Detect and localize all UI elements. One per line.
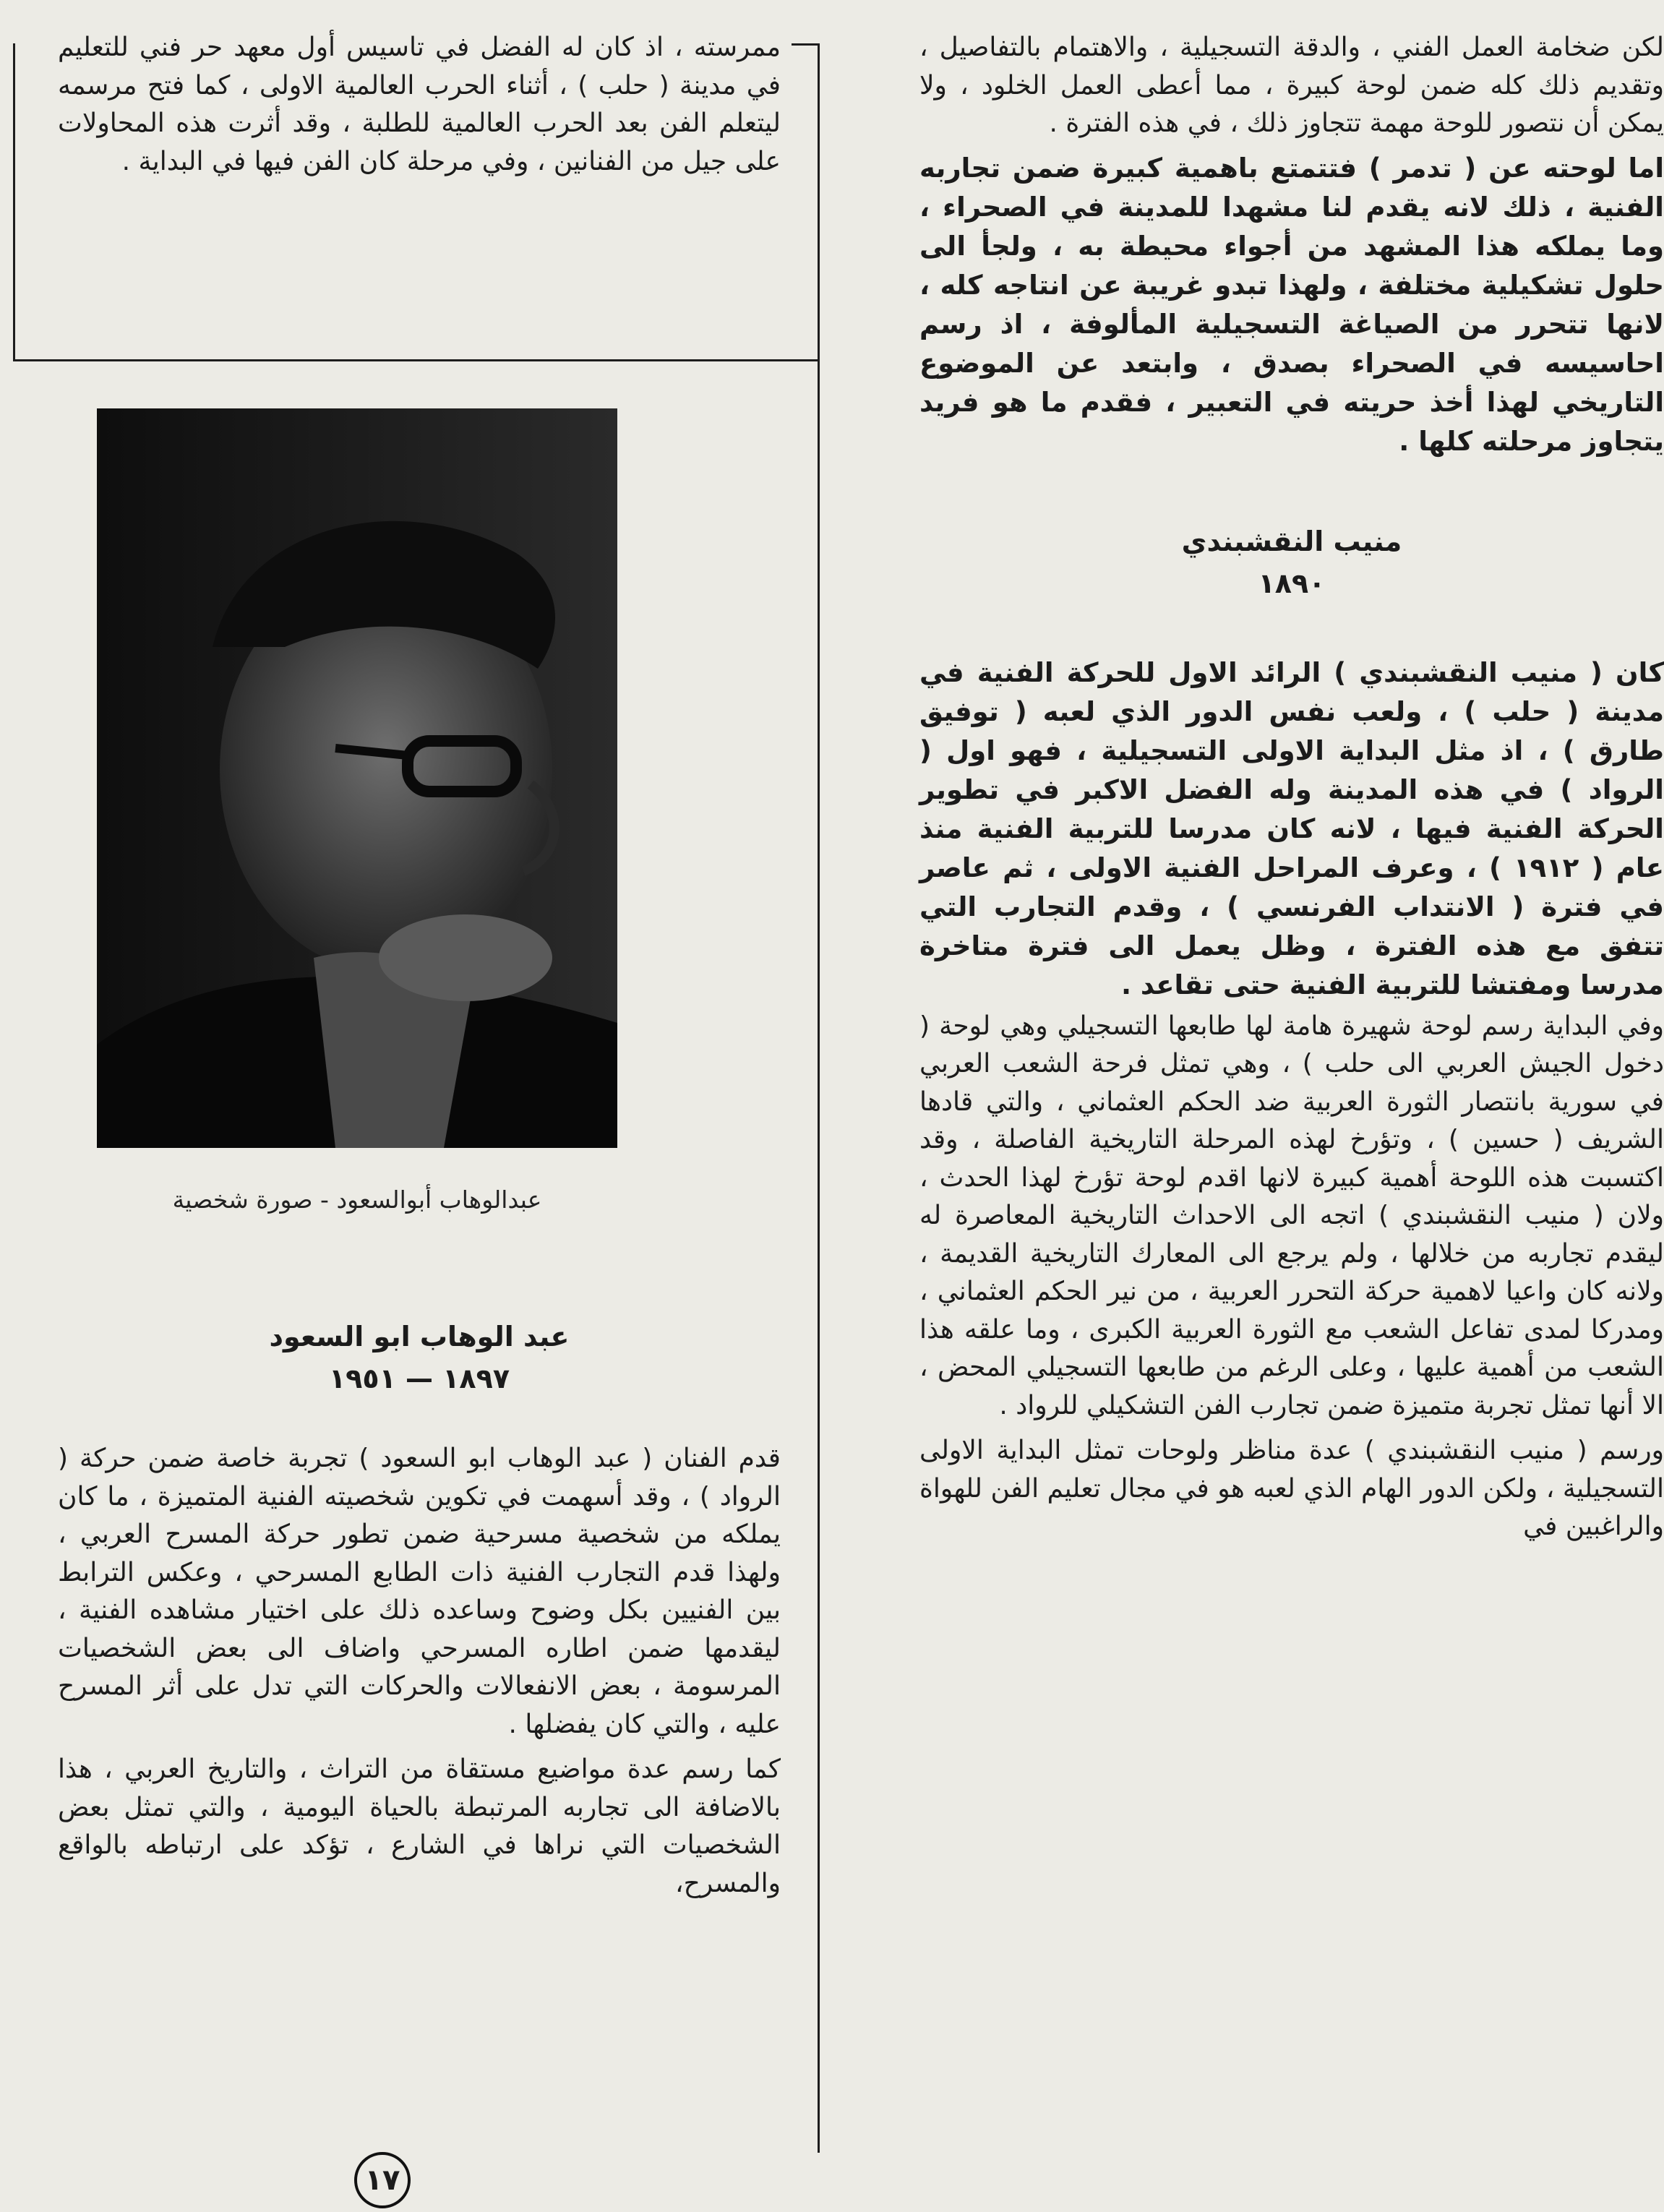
column-divider [818,43,820,2153]
left-column-main [58,1316,781,1903]
section-heading-naqshbandi: منيب النقشبندي [1181,525,1402,557]
box-corner-tick [792,43,818,46]
photo-caption: عبدالوهاب أبوالسعود - صورة شخصية [172,1186,542,1214]
naqshbandi-bio-paragraph: كان ( منيب النقشبندي ) الرائد الاول للحركة الفنية في مدينة ( حلب ) ، ولعب نفس الدور الذي لعبه ( توفيق طارق ) ، اذ مثل البداية الاولى التسجيلية ، فهو اول ( الرواد ) في هذه المدينة وله الفضل الاكبر في تطوير الحركة الفنية فيها ، لانه كان مدرسا للتربية الفنية منذ عام ( ١٩١٢ ) ، وعرف المراحل الفنية الاولى ، ثم عاصر في فترة ( الانتداب الفرنسي ) ، وقدم التجارب التي تتفق مع هذه الفترة ، وظل يعمل الى فترة متاخرة مدرسا ومفتشا للتربية الفنية حتى تقاعد . [919,656,1664,1000]
painting-paragraph: وفي البداية رسم لوحة شهيرة هامة لها طابعها التسجيلي وهي لوحة ( دخول الجيش العربي الى حلب ) ، وهي تمثل فرحة الشعب العربي في سورية بانتصار الثورة العربية ضد الحكم العثماني ، والتي قادها الشريف ( حسين ) ، وتؤرخ لهذه المرحلة التاريخية الفاصلة ، وقد اكتسبت هذه اللوحة أهمية كبيرة لانها اقدم لوحة تؤرخ لهذا الحدث ، ولان ( منيب النقشبندي ) اتجه الى الاحداث التاريخية المعاصرة له ليقدم تجاربه من خلالها ، ولم يرجع الى المعارك التاريخية القديمة ، ولانه كان واعيا لاهمية حركة التحرر العربية ، من نير الحكم العثماني ، ومدركا لمدى تفاعل الشعب مع الثورة العربية الكبرى ، وما علقه هذا الشعب من أهمية عليها ، وعلى الرغم من طابعها التسجيلي المحض ، الا أنها تمثل تجربة متميزة ضمن تجارب الفن التشكيلي للرواد . [919,1011,1664,1420]
tadmur-paragraph: اما لوحته عن ( تدمر ) فتتمتع باهمية كبيرة ضمن تجاربه الفنية ، ذلك لانه يقدم لنا مشهدا للمدينة في الصحراء ، وما يملكه هذا المشهد من أجواء محيطة به ، ولجأ الى حلول تشكيلية مختلفة ، ولهذا تبدو غريبة عن انتاجه كله ، لانها تتحرر من الصياغة التسجيلية المألوفة ، اذ رسم احاسيسه في الصحراء بصدق ، وابتعد عن الموضوع التاريخي لهذا أخذ حريته في التعبير ، فقدم ما هو فريد يتجاوز مرحلته كلها . [919,152,1664,457]
page-number: ١٧ [354,2152,411,2208]
continuation-paragraph: ممرسته ، اذ كان له الفضل في تاسيس أول معهد حر فني للتعليم في مدينة ( حلب ) ، أثناء الحرب العالمية الاولى ، كما فتح مرسمه ليتعلم الفن بعد الحرب العالمية للطلبة ، وقد أثرت هذه المحاولات على جيل من الفنانين ، وفي مرحلة كان الفن فيها في البداية . [58,33,781,176]
intro-paragraph: لكن ضخامة العمل الفني ، والدقة التسجيلية ، والاهتمام بالتفاصيل ، وتقديم ذلك كله ضمن لوحة كبيرة ، مما أعطى العمل الخلود ، ولا يمكن أن نتصور للوحة مهمة تتجاوز ذلك ، في هذه الفترة . [919,33,1664,138]
abu-alsaud-bio-paragraph: قدم الفنان ( عبد الوهاب ابو السعود ) تجربة خاصة ضمن حركة ( الرواد ) ، وقد أسهمت في تكوين شخصيته الفنية المتميزة ، ما كان يملكه من شخصية مسرحية ضمن تطور حركة المسرح العربي ، ولهذا قدم التجارب الفنية ذات الطابع المسرحي ، وعكس الترابط بين الفنيين بكل وضوح وساعده ذلك على اختيار مشاهده الفنية ، ليقدمها ضمن اطاره المسرحي واضاف الى بعض الشخصيات المرسومة ، بعض الانفعالات والحركات التي تدل على أثر المسرح عليه ، والتي كان يفضلها . [58,1444,781,1739]
right-column [919,29,1664,1546]
section-heading-abu-alsaud: عبد الوهاب ابو السعود [269,1321,570,1353]
section-years-abu-alsaud: ١٨٩٧ — ١٩٥١ [328,1363,510,1394]
closing-paragraph: ورسم ( منيب النقشبندي ) عدة مناظر ولوحات تمثل البداية الاولى التسجيلية ، ولكن الدور الهام الذي لعبه هو في مجال تعليم الفن للهواة والراغبين في [919,1436,1664,1541]
themes-paragraph: كما رسم عدة مواضيع مستقاة من التراث ، والتاريخ العربي ، هذا بالاضافة الى تجاربه المرتبطة بالحياة اليومية ، والتي تمثل بعض الشخصيات التي نراها في الشارع ، تؤكد على ارتباطه بالواقع والمسرح، [58,1754,781,1898]
left-column-box [58,29,781,181]
portrait-illustration [97,408,617,1148]
portrait-photo [97,408,617,1148]
section-year-naqshbandi: ١٨٩٠ [1258,567,1326,599]
